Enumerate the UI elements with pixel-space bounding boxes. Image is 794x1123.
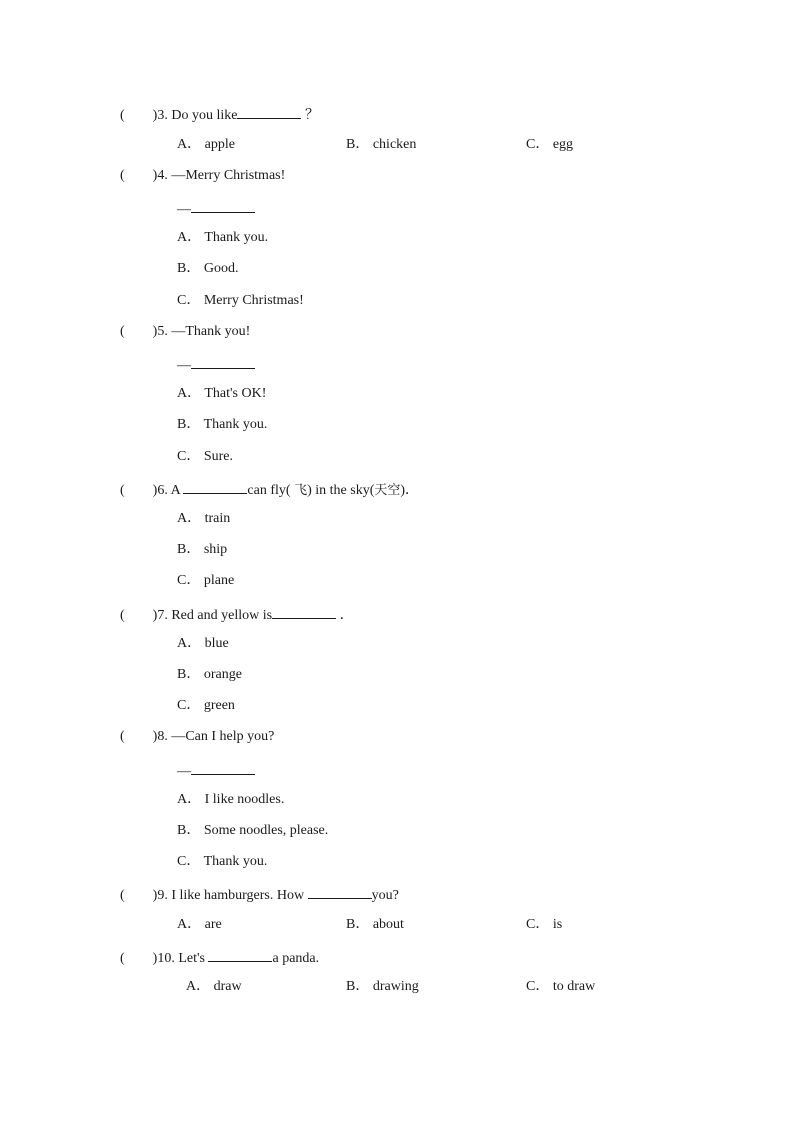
option-letter: B． xyxy=(177,667,201,682)
option-a xyxy=(177,229,268,247)
question-7-stem xyxy=(120,604,354,622)
option-b xyxy=(177,416,267,434)
option-a xyxy=(177,791,284,809)
option-text: plane xyxy=(203,573,235,588)
option-text: I like noodles. xyxy=(204,792,285,807)
question-number: 4. xyxy=(157,168,168,183)
option-c xyxy=(177,697,235,715)
question-text: can fly( xyxy=(247,483,291,498)
answer-paren-open: ( xyxy=(120,608,125,623)
option-c xyxy=(177,448,233,466)
question-text: —Thank you! xyxy=(171,324,251,339)
question-end-mark: )． xyxy=(400,483,420,498)
question-text: Red and yellow is xyxy=(171,608,273,623)
chinese-gloss-fly: 飞 xyxy=(294,483,308,498)
option-text: to draw xyxy=(552,979,596,994)
option-letter: A． xyxy=(177,511,202,526)
question-text: you? xyxy=(371,888,399,903)
question-text: I like hamburgers. How xyxy=(171,888,305,903)
option-text: are xyxy=(204,917,222,932)
option-letter: A． xyxy=(177,792,202,807)
question-9-stem xyxy=(120,884,399,902)
option-b xyxy=(346,978,419,996)
question-number: 7. xyxy=(157,608,168,623)
option-letter: B． xyxy=(346,979,370,994)
reply-line xyxy=(177,760,255,778)
option-a xyxy=(186,978,242,996)
answer-paren-close: ) xyxy=(152,951,158,966)
question-5-stem xyxy=(120,323,250,341)
option-letter: A． xyxy=(177,137,202,152)
option-letter: C． xyxy=(177,573,201,588)
option-text: ship xyxy=(203,542,228,557)
answer-blank[interactable] xyxy=(208,947,272,962)
option-text: That's OK! xyxy=(204,386,267,401)
reply-line xyxy=(177,198,255,216)
option-b xyxy=(177,260,238,278)
answer-paren-open: ( xyxy=(120,729,125,744)
option-letter: B． xyxy=(177,823,201,838)
answer-blank[interactable] xyxy=(237,104,301,119)
option-text: orange xyxy=(203,667,242,682)
answer-blank[interactable] xyxy=(191,354,255,369)
answer-paren-close: ) xyxy=(152,608,158,623)
option-a xyxy=(177,385,266,403)
answer-paren-close: ) xyxy=(152,108,158,123)
option-letter: A． xyxy=(177,917,202,932)
option-letter: C． xyxy=(177,698,201,713)
option-letter: B． xyxy=(346,917,370,932)
option-text: is xyxy=(552,917,563,932)
option-b xyxy=(177,822,328,840)
option-a xyxy=(177,510,230,528)
option-a xyxy=(177,916,222,934)
option-text: chicken xyxy=(372,137,417,152)
option-letter: A． xyxy=(177,636,202,651)
question-number: 5. xyxy=(157,324,168,339)
option-c xyxy=(526,136,573,154)
answer-blank[interactable] xyxy=(191,760,255,775)
reply-line xyxy=(177,354,255,372)
question-end-mark: ． xyxy=(339,608,354,623)
option-b xyxy=(346,916,404,934)
answer-blank[interactable] xyxy=(191,198,255,213)
option-text: Thank you. xyxy=(203,417,268,432)
option-text: Sure. xyxy=(203,449,234,464)
question-8-stem xyxy=(120,728,274,746)
answer-blank[interactable] xyxy=(183,479,247,494)
option-text: draw xyxy=(213,979,242,994)
option-text: Merry Christmas! xyxy=(203,293,304,308)
question-text: a panda. xyxy=(272,951,320,966)
option-letter: B． xyxy=(346,137,370,152)
option-b xyxy=(177,666,242,684)
answer-paren-close: ) xyxy=(152,324,158,339)
question-text: A xyxy=(170,483,180,498)
option-c xyxy=(526,916,562,934)
option-text: Thank you. xyxy=(203,854,268,869)
question-number: 10. xyxy=(157,951,175,966)
question-number: 3. xyxy=(157,108,168,123)
option-a xyxy=(177,635,229,653)
option-letter: A． xyxy=(177,230,202,245)
option-letter: C． xyxy=(526,979,550,994)
option-text: drawing xyxy=(372,979,419,994)
question-number: 9. xyxy=(157,888,168,903)
option-letter: B． xyxy=(177,542,201,557)
answer-paren-open: ( xyxy=(120,888,125,903)
option-letter: A． xyxy=(177,386,202,401)
option-letter: C． xyxy=(526,917,550,932)
answer-blank[interactable] xyxy=(272,604,336,619)
question-text: —Merry Christmas! xyxy=(171,168,286,183)
question-10-stem xyxy=(120,947,319,965)
option-c xyxy=(177,292,304,310)
option-letter: C． xyxy=(177,293,201,308)
option-text: Some noodles, please. xyxy=(203,823,329,838)
option-letter: B． xyxy=(177,261,201,276)
option-c xyxy=(177,853,267,871)
question-text: Do you like xyxy=(171,108,238,123)
answer-paren-close: ) xyxy=(152,168,158,183)
answer-blank[interactable] xyxy=(308,884,372,899)
question-number: 6. xyxy=(157,483,168,498)
option-text: blue xyxy=(204,636,229,651)
option-letter: C． xyxy=(177,449,201,464)
option-text: train xyxy=(204,511,231,526)
option-b xyxy=(346,136,416,154)
chinese-gloss-sky: 天空 xyxy=(374,483,401,498)
option-text: apple xyxy=(204,137,235,152)
option-letter: B． xyxy=(177,417,201,432)
option-letter: C． xyxy=(177,854,201,869)
option-a xyxy=(177,136,235,154)
answer-paren-close: ) xyxy=(152,483,158,498)
option-text: Thank you. xyxy=(204,230,269,245)
option-text: Good. xyxy=(203,261,239,276)
question-number: 8. xyxy=(157,729,168,744)
option-c xyxy=(177,572,234,590)
reply-dash: — xyxy=(177,764,191,779)
question-text: Let's xyxy=(178,951,205,966)
reply-dash: — xyxy=(177,202,191,217)
answer-paren-close: ) xyxy=(152,729,158,744)
answer-paren-open: ( xyxy=(120,108,125,123)
answer-paren-open: ( xyxy=(120,168,125,183)
question-text: ) in the sky( xyxy=(307,483,375,498)
option-letter: A． xyxy=(186,979,211,994)
reply-dash: — xyxy=(177,358,191,373)
answer-paren-open: ( xyxy=(120,951,125,966)
option-text: green xyxy=(203,698,235,713)
option-text: egg xyxy=(552,137,574,152)
answer-paren-open: ( xyxy=(120,324,125,339)
question-4-stem xyxy=(120,167,285,185)
answer-paren-open: ( xyxy=(120,483,125,498)
answer-paren-close: ) xyxy=(152,888,158,903)
question-6-stem xyxy=(120,479,419,497)
option-c xyxy=(526,978,595,996)
option-letter: C． xyxy=(526,137,550,152)
option-text: about xyxy=(372,917,404,932)
option-b xyxy=(177,541,227,559)
question-end-mark: ？ xyxy=(304,108,319,123)
question-3-stem xyxy=(120,104,319,122)
question-text: —Can I help you? xyxy=(171,729,275,744)
